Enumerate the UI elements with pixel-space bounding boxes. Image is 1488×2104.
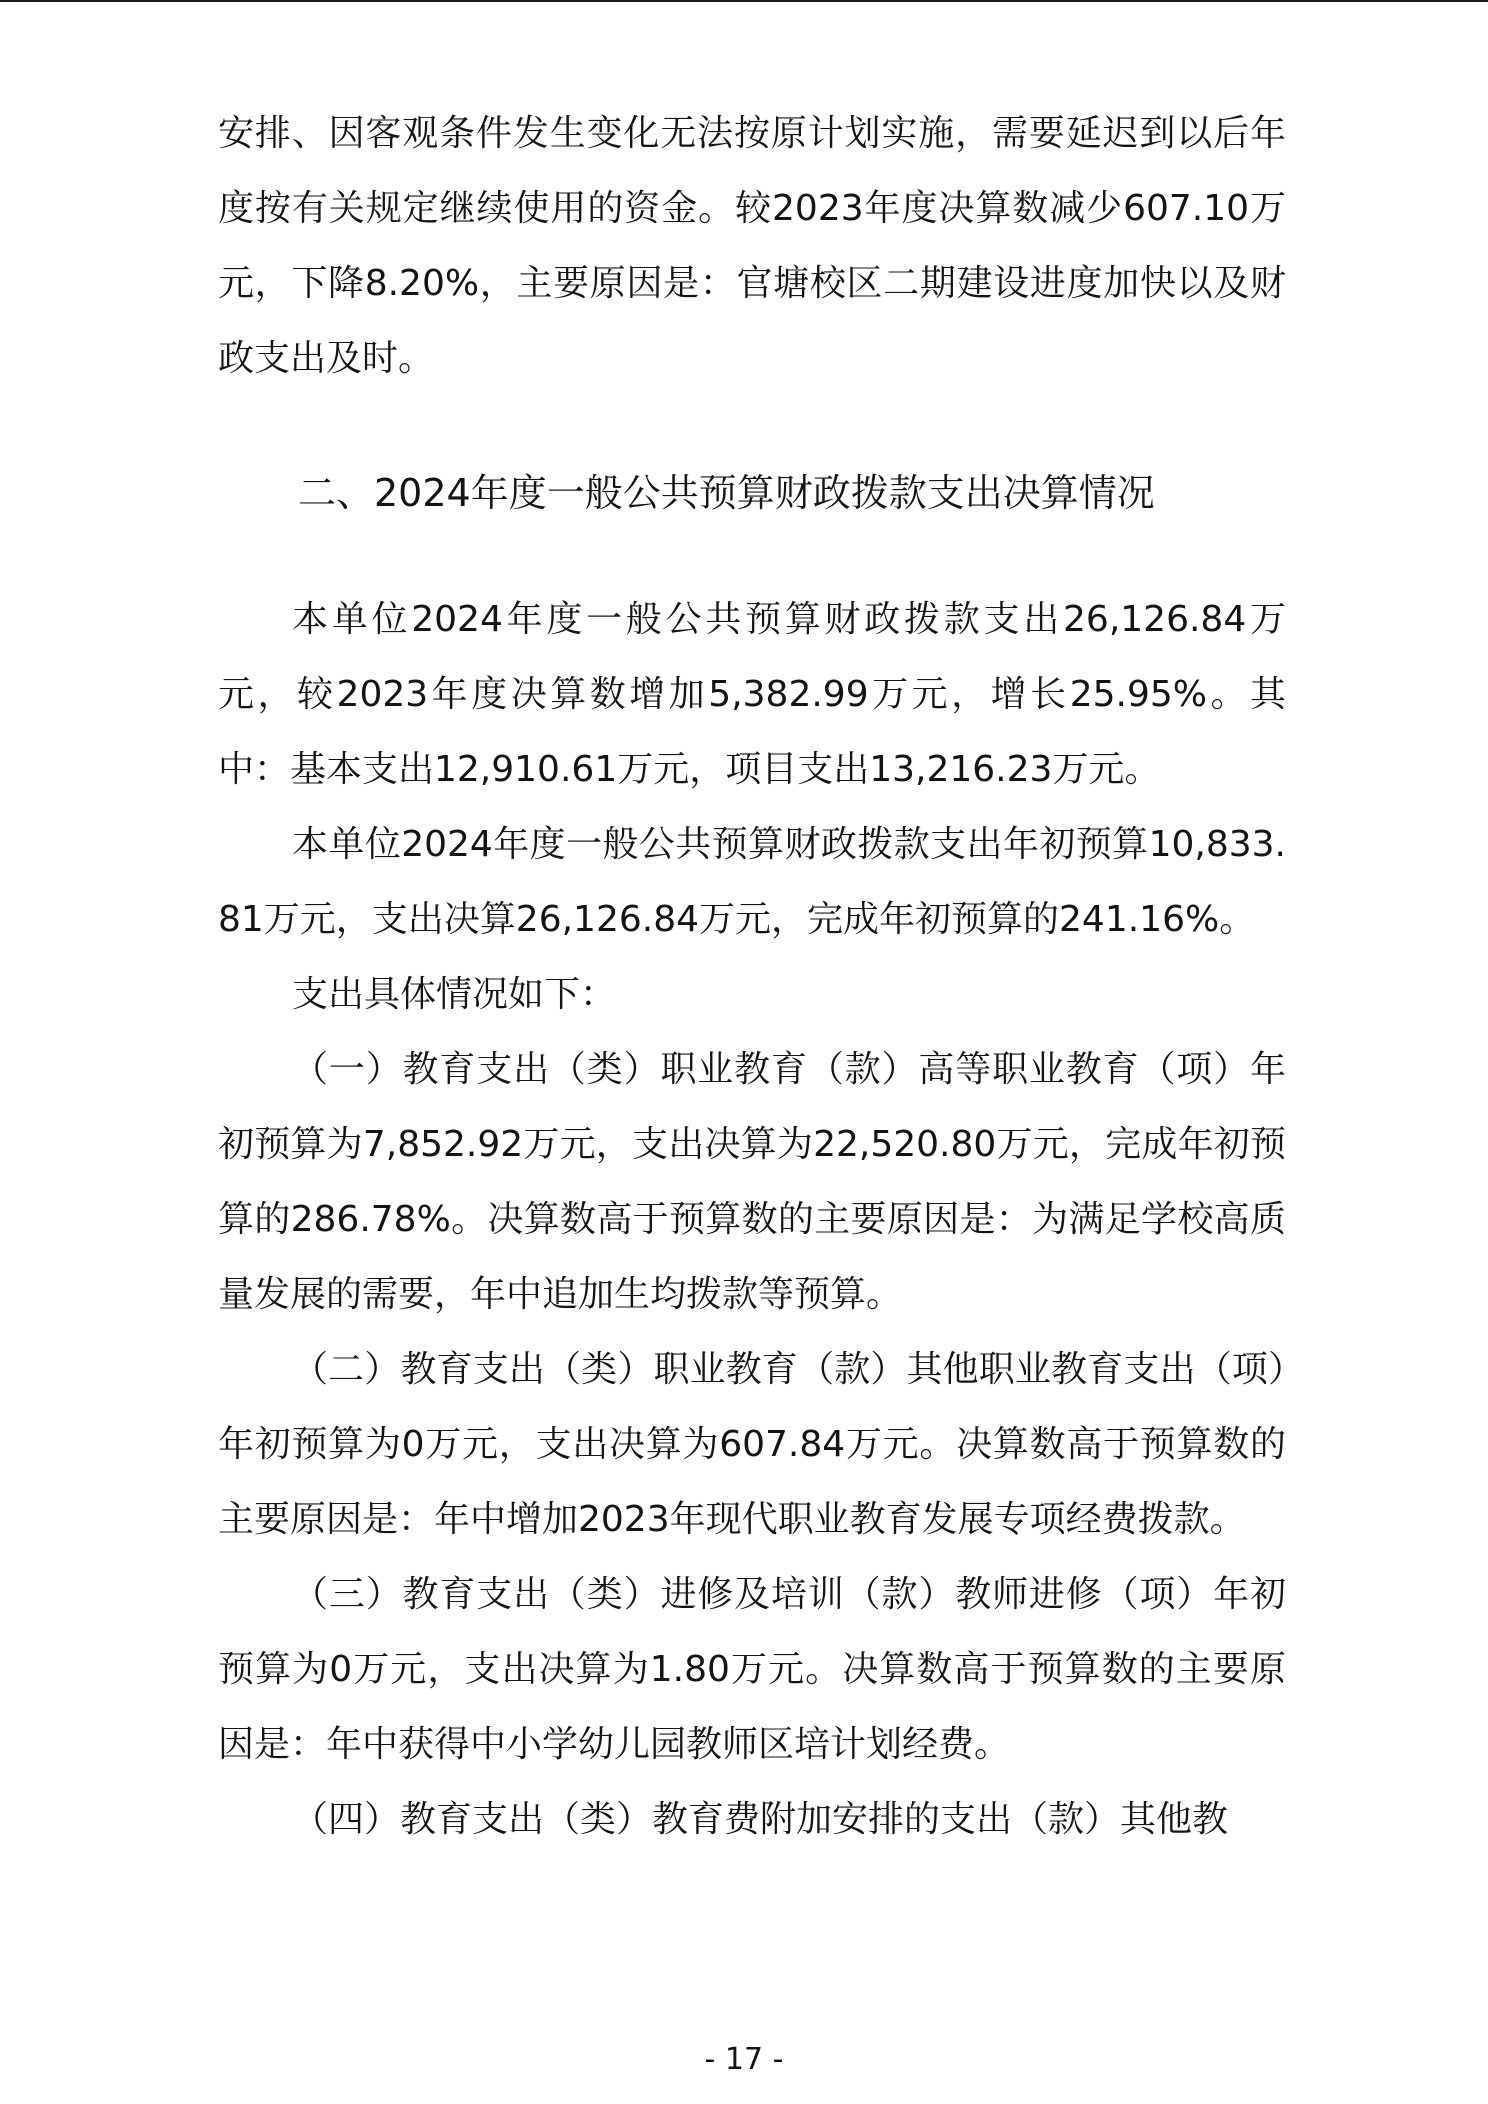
document-body xyxy=(218,96,1286,1857)
top-border-line xyxy=(0,0,1488,2)
page-number: - 17 - xyxy=(704,2042,784,2077)
list-item-2: （二）教育支出（类）职业教育（款）其他职业教育支出（项）年初预算为0万元，支出决算为607.84万元。决算数高于预算数的主要原因是：年中增加2023年现代职业教育发展专项经费拨款。 xyxy=(218,1349,1286,1540)
paragraph-total-expenditure: 本单位2024年度一般公共预算财政拨款支出26,126.84万元，较2023年度决算数增加5,382.99万元，增长25.95%。其中：基本支出12,910.61万元，项目支出13,216.23万元。 xyxy=(218,599,1286,790)
paragraph-budget-completion: 本单位2024年度一般公共预算财政拨款支出年初预算10,833.81万元，支出决算26,126.84万元，完成年初预算的241.16%。 xyxy=(218,824,1286,940)
section-heading: 二、2024年度一般公共预算财政拨款支出决算情况 xyxy=(298,471,1155,515)
list-item-4: （四）教育支出（类）教育费附加安排的支出（款）其他教 xyxy=(292,1799,1229,1840)
list-item-1: （一）教育支出（类）职业教育（款）高等职业教育（项）年初预算为7,852.92万元，支出决算为22,520.80万元，完成年初预算的286.78%。决算数高于预算数的主要原因是：为满足学校高质量发展的需要，年中追加生均拨款等预算。 xyxy=(218,1049,1286,1315)
paragraph-details-intro: 支出具体情况如下： xyxy=(292,974,617,1015)
list-item-3: （三）教育支出（类）进修及培训（款）教师进修（项）年初预算为0万元，支出决算为1.80万元。决算数高于预算数的主要原因是：年中获得中小学幼儿园教师区培计划经费。 xyxy=(218,1574,1286,1765)
continuation-paragraph: 安排、因客观条件发生变化无法按原计划实施，需要延迟到以后年度按有关规定继续使用的资金。较2023年度决算数减少607.10万元，下降8.20%，主要原因是：官塘校区二期建设进度加快以及财政支出及时。 xyxy=(218,113,1286,379)
